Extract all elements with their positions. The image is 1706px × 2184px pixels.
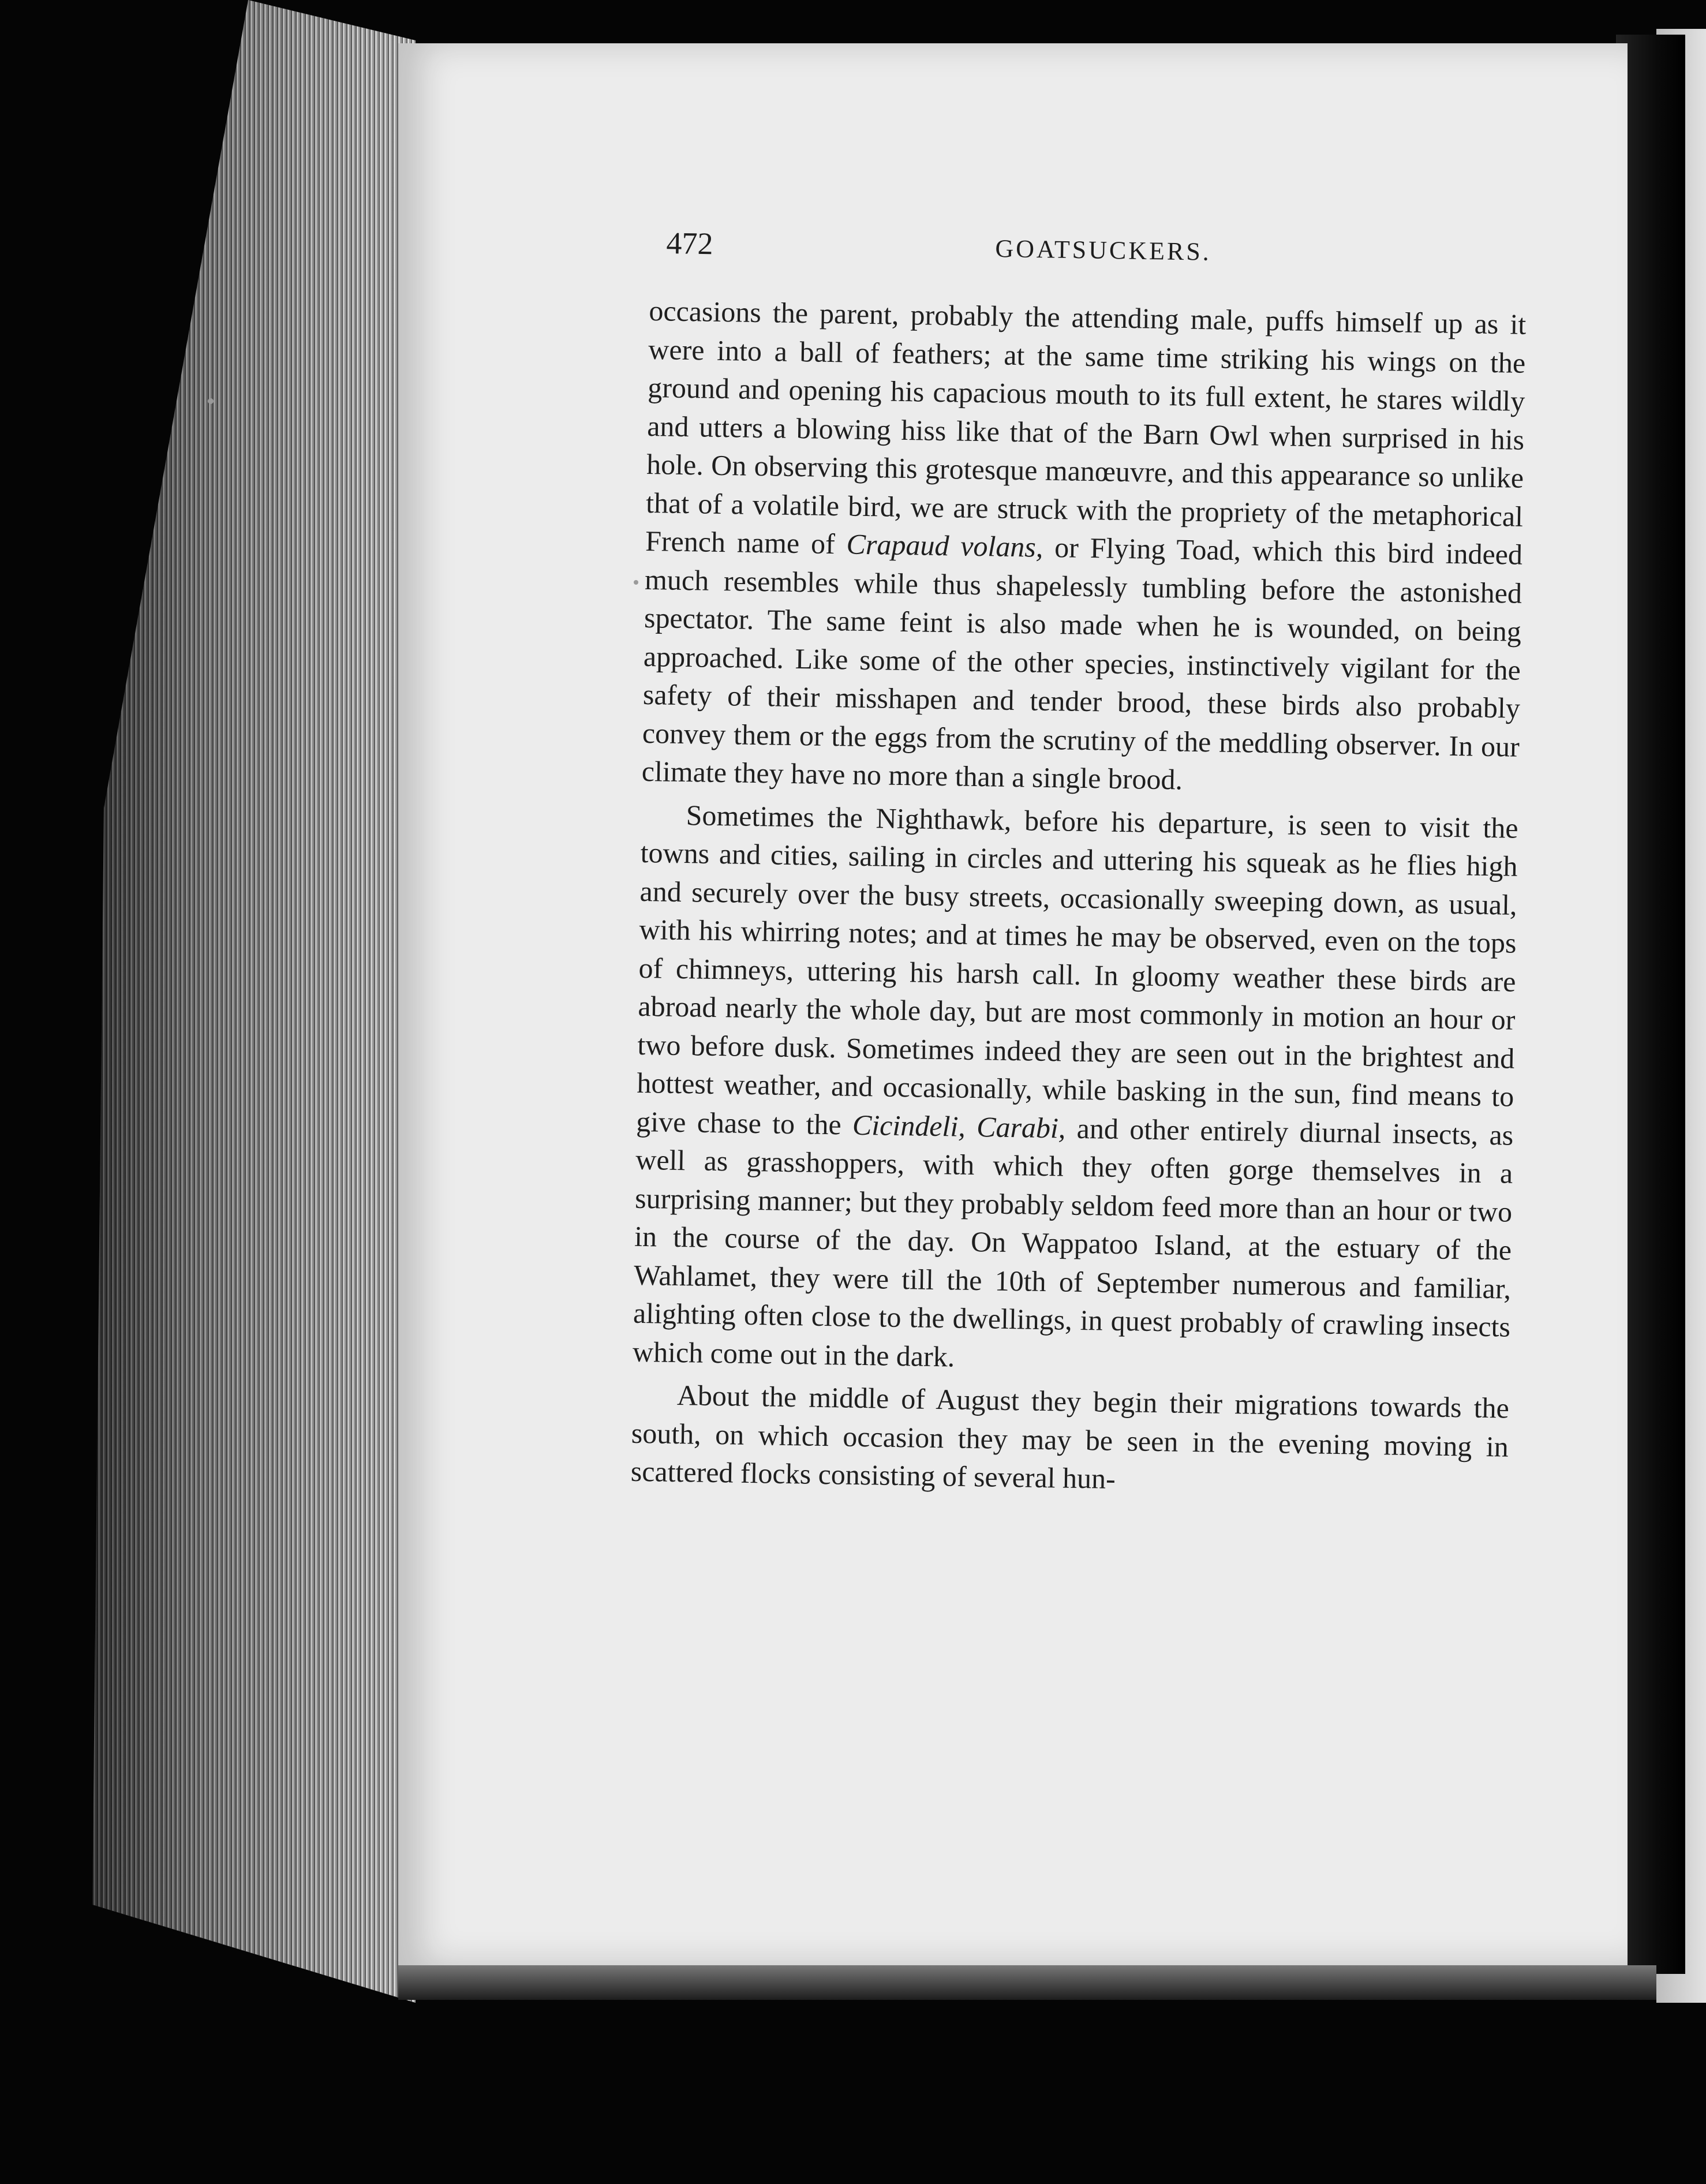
paragraph: [633, 795, 1518, 1384]
text-segment: and other entirely diurnal insects, as well as grasshoppers, with which they often gorge themselves in a surprising manner; but they probably seldom feed more than an hour or two in the course of the day. On Wappatoo Island, at the estuary of the Wahlamet, they were till the 10th of September numerous and familiar, alighting often close to the dwellings, in quest probably of crawling insects which come out in the dark.: [632, 1112, 1514, 1373]
body-text: [630, 291, 1527, 1509]
text-segment: or Flying Toad, which this bird indeed much resembles while thus shapelessly tumbling before the astonished spectator. The same feint is also made when he is wounded, on being approached. Like some of the other species, instinctively vigilant for the safety of their misshapen and tender brood, these birds also probably convey them or the eggs from the scrutiny of the meddling observer. In our climate they have no more than a single brood.: [641, 530, 1523, 796]
page-heading: GOATSUCKERS.: [995, 234, 1212, 266]
page-bottom-shadow: [398, 1965, 1656, 2000]
italic-text-segment: Crapaud volans,: [846, 528, 1043, 563]
book-fore-edge: [92, 0, 416, 2003]
italic-text-segment: Cicindeli, Carabi,: [852, 1108, 1066, 1145]
page-number: 472: [666, 225, 713, 261]
text-segment: occasions the parent, probably the attending male, puffs himself up as it were into a ball of feathers; at the same time striking his wings on the ground and opening his capacious mouth to its full extent, he stares wildly and utters a blowing hiss like that of the Barn Owl when surprised in his hole. On observing this grotesque manœuvre, and this appearance so unlike that of a volatile bird, we are struck with the propriety of the metaphorical French name of: [645, 294, 1527, 560]
paragraph: [641, 291, 1526, 804]
stray-mark: [634, 580, 638, 585]
paragraph: [630, 1375, 1509, 1504]
text-segment: About the middle of August they begin their migrations towards the south, on which occasion they may be seen in the evening moving in scattered flocks consisting of several hun-: [630, 1378, 1510, 1495]
text-segment: Sometimes the Nighthawk, before his departure, is seen to visit the towns and cities, sailing in circles and uttering his squeak as he flies high and securely over the busy streets, occasionally sweeping down, as usual, with his whirring notes; and at times he may be observed, even on the tops of chimneys, uttering his harsh call. In gloomy weather these birds are abroad nearly the whole day, but are most commonly in motion an hour or two before dusk. Sometimes indeed they are seen out in the brightest and hottest weather, and occasionally, while basking in the sun, find means to give chase to the: [635, 798, 1519, 1141]
stray-mark: [208, 398, 214, 404]
